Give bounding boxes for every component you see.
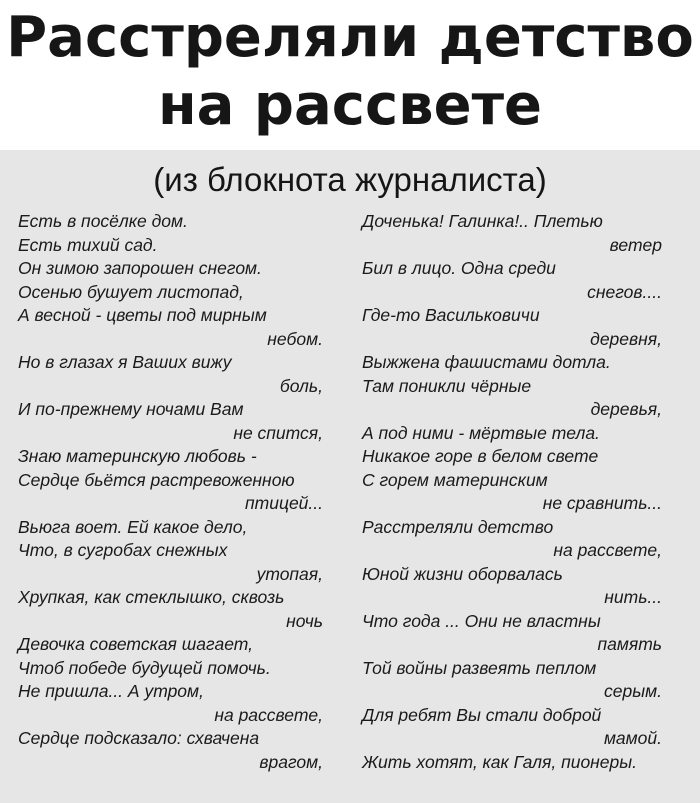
poem-line: И по-прежнему ночами Вам: [18, 399, 244, 419]
poem-line: птицей...: [245, 493, 323, 513]
poem-line: Никакое горе в белом свете: [362, 446, 599, 466]
poem-line: нить...: [604, 587, 662, 607]
poem-line: Он зимою запорошен снегом.: [18, 258, 262, 278]
poem-line: врагом,: [259, 751, 323, 772]
poem-line: мамой.: [603, 728, 662, 748]
poem-line: серым.: [604, 681, 662, 701]
poem-line: снегов....: [587, 281, 662, 302]
poem-line: Доченька! Галинка!.. Плетью: [362, 211, 603, 231]
poem-line: Что года ... Они не властны: [362, 610, 601, 631]
poem-line: Той войны развеять пеплом: [362, 657, 597, 678]
poem-line: А под ними - мёртвые тела.: [362, 422, 600, 443]
poem-line: Знаю материнскую любовь -: [18, 446, 257, 466]
poem-line: Осенью бушует листопад,: [18, 281, 244, 302]
poem-line: Но в глазах я Ваших вижу: [18, 352, 232, 372]
poem-line: Жить хотят, как Галя, пионеры.: [362, 751, 638, 772]
poem-line: не сравнить...: [542, 493, 662, 513]
poem-line: небом.: [267, 328, 323, 349]
poem-line: Хрупкая, как стеклышко, сквозь: [18, 587, 285, 607]
article-title-line-1: Расстреляли детство: [6, 5, 694, 70]
poem-line: память: [597, 634, 662, 654]
poem-line: Сердце подсказало: схвачена: [18, 728, 260, 748]
title-area: [0, 0, 700, 150]
poem-line: на рассвете,: [214, 704, 323, 725]
article-title-line-2: на рассвете: [157, 73, 543, 138]
poem-line: Где-то Васильковичи: [362, 305, 540, 325]
poem-line: Выжжена фашистами дотла.: [362, 352, 611, 372]
poem-line: С горем материнским: [362, 469, 548, 490]
article-subtitle: (из блокнота журналиста): [153, 161, 547, 198]
poem-line: боль,: [279, 375, 323, 396]
poem-line: Юной жизни оборвалась: [362, 563, 563, 584]
poem-line: утопая,: [256, 563, 323, 584]
poem-column-left: [18, 210, 323, 774]
poem-line: Не пришла... А утром,: [18, 681, 204, 701]
poem-line: А весной - цветы под мирным: [18, 305, 267, 325]
poem-line: ветер: [609, 234, 662, 255]
poem-line: Есть тихий сад.: [18, 234, 158, 255]
poem-line: Девочка советская шагает,: [18, 634, 253, 654]
poem-line: Чтоб победе будущей помочь.: [18, 657, 271, 678]
poem-line: не спится,: [233, 422, 323, 443]
poem-column-right: [362, 210, 662, 774]
poem-line: Вьюга воет. Ей какое дело,: [18, 516, 248, 537]
poem-line: деревня,: [590, 328, 662, 349]
poem-line: Там поникли чёрные: [362, 375, 532, 396]
poem-line: Расстреляли детство: [362, 516, 554, 537]
poem-line: на рассвете,: [553, 540, 662, 560]
poem-line: деревья,: [590, 399, 662, 419]
poem-line: Сердце бьётся растревоженною: [18, 469, 295, 490]
poem-line: Есть в посёлке дом.: [18, 211, 188, 231]
poem-line: Что, в сугробах снежных: [18, 540, 228, 560]
poem-line: ночь: [286, 610, 323, 631]
poem-line: Для ребят Вы стали доброй: [362, 704, 602, 725]
poem-line: Бил в лицо. Одна среди: [362, 258, 556, 278]
